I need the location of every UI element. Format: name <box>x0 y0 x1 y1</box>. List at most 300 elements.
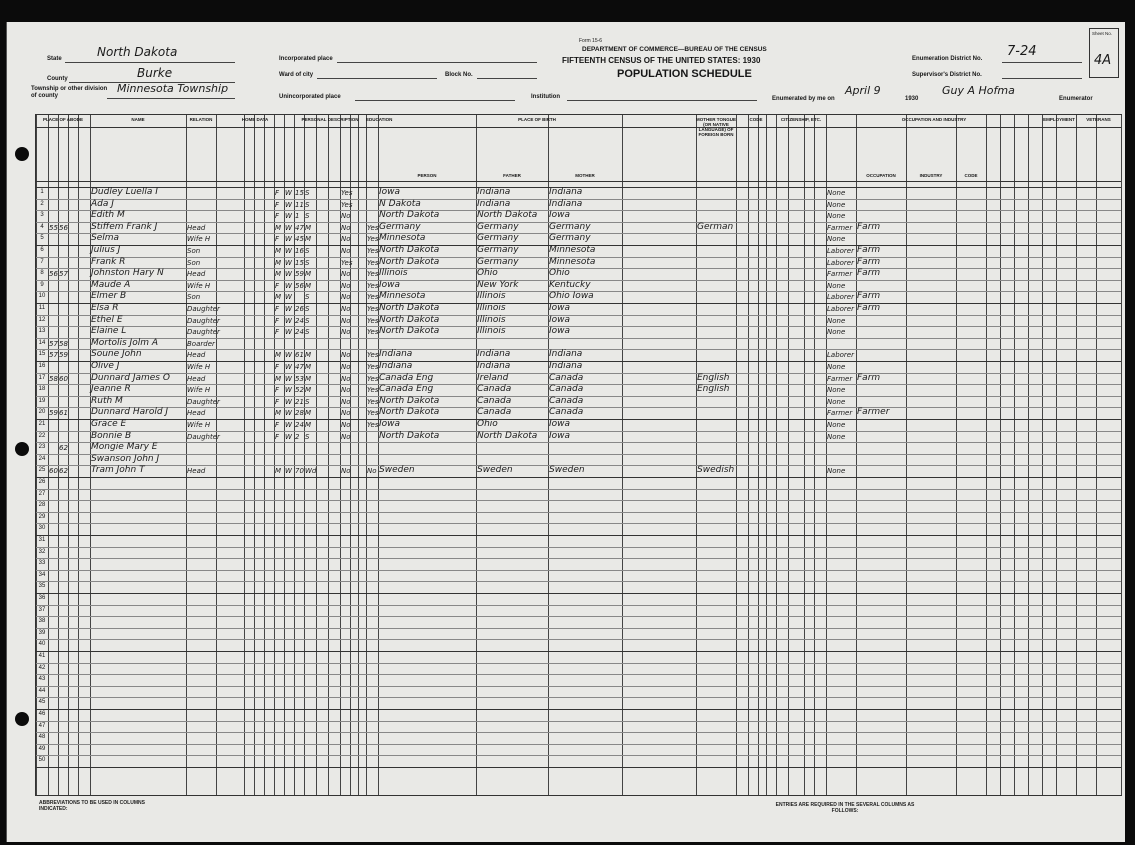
cell-read: Yes <box>367 247 379 255</box>
column-rule <box>788 115 789 795</box>
cell-sex: F <box>275 432 280 441</box>
cell-mother: Indiana <box>549 349 583 360</box>
cell-father: Canada <box>477 395 512 406</box>
row-number: 24 <box>38 455 46 462</box>
cell-mother: Iowa <box>549 314 571 325</box>
sheet-number-box: Sheet No. 4A <box>1089 28 1119 78</box>
cell-sex: F <box>275 386 280 395</box>
cell-school: No <box>341 270 351 279</box>
column-group-home: HOME DATA <box>241 117 269 122</box>
cell-rel: Daughter <box>187 316 220 325</box>
cell-read: Yes <box>367 409 379 418</box>
cell-rel: Wife H <box>187 363 211 371</box>
row-number: 28 <box>38 502 46 509</box>
cell-age: 24 <box>295 328 304 337</box>
cell-ms: S <box>305 189 310 197</box>
column-rule <box>358 115 359 795</box>
cell-rel: Daughter <box>187 397 220 406</box>
cell-rel: Son <box>187 293 201 302</box>
cell-race: W <box>285 200 292 209</box>
cell-father: Ireland <box>477 372 509 383</box>
cell-race: W <box>285 386 292 395</box>
cell-race: W <box>285 432 292 441</box>
subheader-person: PERSON <box>417 173 437 178</box>
cell-race: W <box>285 316 292 325</box>
column-rule <box>1056 115 1057 795</box>
cell-mother: Minnesota <box>549 256 596 267</box>
cell-read: Yes <box>367 270 379 279</box>
cell-age: 45 <box>295 235 304 244</box>
cell-birth: North Dakota <box>379 210 440 221</box>
row-rule <box>36 442 1121 443</box>
row-number: 25 <box>38 467 46 474</box>
cell-school: Yes <box>341 200 353 209</box>
township-label: Township or other division of county <box>31 86 108 99</box>
cell-sex: F <box>275 189 280 197</box>
column-rule <box>254 115 255 795</box>
county-value: Burke <box>137 66 173 80</box>
cell-mother: Kentucky <box>549 279 591 290</box>
cell-age: 53 <box>295 374 304 383</box>
row-rule <box>36 477 1121 478</box>
row-number: 15 <box>38 351 46 358</box>
column-group-name: NAME <box>131 117 145 122</box>
column-group-abode: PLACE OF ABODE <box>42 117 84 122</box>
subheader-mother: MOTHER <box>575 173 595 178</box>
cell-mother: Iowa <box>549 303 571 313</box>
column-rule <box>986 115 987 795</box>
row-number: 4 <box>40 223 44 230</box>
column-rule <box>316 115 317 795</box>
row-number: 27 <box>38 490 46 497</box>
row-number: 43 <box>38 676 46 683</box>
cell-ms: M <box>305 351 312 360</box>
subheader-code: CODE <box>964 173 978 178</box>
cell-birth: North Dakota <box>379 326 440 337</box>
cell-name: Tram John T <box>91 465 145 476</box>
column-group-tongue: MOTHER TONGUE (OR NATIVE LANGUAGE) OF FOREIGN BORN <box>696 117 736 137</box>
cell-sex: M <box>275 258 282 267</box>
cell-ms: M <box>305 409 312 418</box>
cell-birth: Germany <box>379 221 421 232</box>
row-rule <box>36 338 1121 339</box>
cell-race: W <box>285 363 292 371</box>
cell-read: Yes <box>367 421 379 429</box>
row-number: 16 <box>38 363 46 369</box>
row-number: 44 <box>38 687 46 694</box>
row-number: 1 <box>40 189 44 195</box>
cell-birth: N Dakota <box>379 198 421 209</box>
abbreviations-title: ABBREVIATIONS TO BE USED IN COLUMNS INDICATED: <box>39 800 145 812</box>
cell-ms: S <box>305 200 310 209</box>
column-rule <box>814 115 815 795</box>
cell-ind: Farmer <box>857 407 890 418</box>
row-rule <box>36 570 1121 571</box>
cell-school: No <box>341 223 351 232</box>
cell-occ: Farmer <box>827 223 853 232</box>
cell-school: No <box>341 363 351 371</box>
cell-fam: 60 <box>59 374 68 383</box>
cell-ind: Farm <box>857 303 881 313</box>
cell-dw: 58 <box>49 374 58 383</box>
enumerated-label: Enumerated by me on <box>772 96 835 102</box>
cell-name: Ethel E <box>91 314 123 325</box>
cell-tongue: English <box>697 384 730 395</box>
cell-occ: None <box>827 386 846 395</box>
cell-age: 47 <box>295 223 304 232</box>
cell-ms: S <box>305 432 310 441</box>
column-rule <box>748 115 749 795</box>
cell-ind: Farm <box>857 372 881 383</box>
row-number: 37 <box>38 606 46 613</box>
cell-race: W <box>285 351 292 360</box>
cell-sex: M <box>275 467 282 476</box>
cell-sex: M <box>275 247 282 255</box>
cell-school: No <box>341 421 351 429</box>
cell-race: W <box>285 397 292 406</box>
department-line: DEPARTMENT OF COMMERCE—BUREAU OF THE CENSUS <box>582 46 767 53</box>
cell-age: 70 <box>295 467 304 476</box>
cell-read: Yes <box>367 363 379 371</box>
enumerated-date: April 9 <box>845 84 881 97</box>
cell-occ: Laborer <box>827 293 854 302</box>
column-rule <box>856 115 857 795</box>
cell-mother: Indiana <box>549 187 583 197</box>
cell-age: 15 <box>295 189 304 197</box>
row-number: 42 <box>38 664 46 671</box>
cell-sex: M <box>275 409 282 418</box>
row-number: 31 <box>38 537 46 543</box>
cell-father: Illinois <box>477 291 506 302</box>
cell-school: No <box>341 305 351 313</box>
header-rule <box>36 127 1121 128</box>
column-rule <box>58 115 59 795</box>
cell-occ: Laborer <box>827 247 854 255</box>
column-rule <box>328 115 329 795</box>
column-group-rel: RELATION <box>189 117 213 122</box>
row-number: 17 <box>38 374 46 381</box>
row-rule <box>36 581 1121 582</box>
cell-name: Mongie Mary E <box>91 442 158 453</box>
cell-read: Yes <box>367 235 379 244</box>
cell-school: No <box>341 328 351 337</box>
column-rule <box>776 115 777 795</box>
cell-school: No <box>341 432 351 441</box>
column-rule <box>1121 115 1122 795</box>
cell-dw: 57 <box>49 339 58 348</box>
row-rule <box>36 628 1121 629</box>
column-rule <box>906 115 907 795</box>
column-rule <box>366 115 367 795</box>
cell-father: Germany <box>477 256 519 267</box>
column-rule <box>78 115 79 795</box>
cell-age: 21 <box>295 397 304 406</box>
cell-mother: Iowa <box>549 430 571 441</box>
column-rule <box>48 115 49 795</box>
cell-ms: S <box>305 293 310 302</box>
cell-birth: Sweden <box>379 465 415 476</box>
cell-rel: Wife H <box>187 386 211 395</box>
cell-name: Maude A <box>91 279 131 290</box>
cell-ind: Farm <box>857 256 881 267</box>
row-number: 20 <box>38 409 46 416</box>
cell-ms: M <box>305 421 312 429</box>
cell-fam: 56 <box>59 223 68 232</box>
cell-birth: North Dakota <box>379 395 440 406</box>
cell-birth: North Dakota <box>379 303 440 313</box>
cell-sex: F <box>275 397 280 406</box>
cell-read: Yes <box>367 281 379 290</box>
row-number: 48 <box>38 734 46 741</box>
column-rule <box>1000 115 1001 795</box>
cell-ind: Farm <box>857 221 881 232</box>
cell-school: Yes <box>341 189 353 197</box>
cell-birth: North Dakota <box>379 407 440 418</box>
cell-age: 26 <box>295 305 304 313</box>
row-number: 9 <box>40 281 44 288</box>
cell-occ: None <box>827 467 846 476</box>
row-number: 38 <box>38 618 46 625</box>
cell-father: Ohio <box>477 268 498 279</box>
cell-sex: M <box>275 270 282 279</box>
cell-race: W <box>285 328 292 337</box>
cell-rel: Head <box>187 467 206 476</box>
cell-occ: None <box>827 200 846 209</box>
row-number: 29 <box>38 513 46 520</box>
cell-birth: North Dakota <box>379 245 440 255</box>
cell-school: No <box>341 409 351 418</box>
enumeration-district-value: 7-24 <box>1007 44 1037 59</box>
cell-name: Dudley Luella I <box>91 187 158 197</box>
cell-age: 24 <box>295 421 304 429</box>
cell-occ: Farmer <box>827 374 853 383</box>
cell-ind: Farm <box>857 245 881 255</box>
column-group-birth: PLACE OF BIRTH <box>518 117 556 122</box>
ward-label: Ward of city <box>279 72 314 78</box>
cell-rel: Head <box>187 351 206 360</box>
cell-fam: 59 <box>59 351 68 360</box>
cell-race: W <box>285 374 292 383</box>
cell-birth: Indiana <box>379 349 413 360</box>
cell-mother: Ohio Iowa <box>549 291 594 302</box>
cell-tongue: English <box>697 372 730 383</box>
cell-tongue: Swedish <box>697 465 735 476</box>
cell-mother: Iowa <box>549 326 571 337</box>
cell-sex: F <box>275 316 280 325</box>
cell-school: No <box>341 247 351 255</box>
cell-race: W <box>285 270 292 279</box>
row-number: 10 <box>38 293 46 300</box>
cell-name: Jeanne R <box>91 384 131 395</box>
cell-father: Indiana <box>477 187 511 197</box>
cell-age: 28 <box>295 409 304 418</box>
cell-occ: None <box>827 316 846 325</box>
cell-rel: Daughter <box>187 432 220 441</box>
cell-father: Indiana <box>477 361 511 371</box>
cell-mother: Canada <box>549 384 584 395</box>
column-rule <box>804 115 805 795</box>
cell-name: Edith M <box>91 210 125 221</box>
row-rule <box>36 686 1121 687</box>
cell-father: Canada <box>477 407 512 418</box>
cell-race: W <box>285 281 292 290</box>
cell-occ: None <box>827 421 846 429</box>
cell-school: No <box>341 281 351 290</box>
row-rule <box>36 709 1121 710</box>
cell-school: No <box>341 467 351 476</box>
cell-age: 11 <box>295 200 304 209</box>
cell-dw: 60 <box>49 467 58 476</box>
row-rule <box>36 303 1121 304</box>
cell-school: No <box>341 397 351 406</box>
cell-age: 56 <box>295 281 304 290</box>
row-rule <box>36 639 1121 640</box>
row-number: 23 <box>38 444 46 451</box>
cell-ms: S <box>305 328 310 337</box>
cell-occ: Farmer <box>827 270 853 279</box>
cell-sex: F <box>275 212 280 221</box>
cell-rel: Head <box>187 223 206 232</box>
cell-ms: S <box>305 397 310 406</box>
cell-age: 61 <box>295 351 304 360</box>
row-rule <box>36 512 1121 513</box>
township-value: Minnesota Township <box>117 82 229 95</box>
cell-occ: None <box>827 281 846 290</box>
column-group-pers: PERSONAL DESCRIPTION <box>301 117 359 122</box>
row-number: 2 <box>40 200 44 207</box>
cell-birth: Iowa <box>379 187 401 197</box>
subheader-industry: INDUSTRY <box>919 173 943 178</box>
row-rule <box>36 558 1121 559</box>
column-group-code: CODE <box>749 117 763 122</box>
form-number: Form 15-6 <box>579 38 603 44</box>
cell-ms: M <box>305 281 312 290</box>
cell-mother: Indiana <box>549 361 583 371</box>
column-rule <box>956 115 957 795</box>
row-rule <box>36 651 1121 652</box>
column-rule <box>758 115 759 795</box>
cell-name: Johnston Hary N <box>91 268 164 279</box>
row-rule <box>36 616 1121 617</box>
cell-mother: Canada <box>549 407 584 418</box>
row-number: 49 <box>38 745 46 752</box>
cell-age: 52 <box>295 386 304 395</box>
cell-occ: None <box>827 363 846 371</box>
cell-age: 1 <box>295 212 300 221</box>
cell-rel: Head <box>187 270 206 279</box>
cell-dw: 56 <box>49 270 58 279</box>
row-rule <box>36 431 1121 432</box>
cell-birth: North Dakota <box>379 256 440 267</box>
cell-sex: F <box>275 421 280 429</box>
cell-occ: Laborer <box>827 305 854 313</box>
cell-birth: Canada Eng <box>379 372 434 383</box>
row-number: 26 <box>38 479 46 485</box>
row-rule <box>36 605 1121 606</box>
column-rule <box>1096 115 1097 795</box>
row-number: 35 <box>38 583 46 590</box>
cell-mother: Germany <box>549 233 591 244</box>
column-rule <box>736 115 737 795</box>
row-number: 41 <box>38 653 46 659</box>
enumerator-name: Guy A Hofma <box>942 84 1015 97</box>
cell-sex: F <box>275 363 280 371</box>
row-rule <box>36 744 1121 745</box>
cell-read: Yes <box>367 258 379 267</box>
row-rule <box>36 500 1121 501</box>
block-label: Block No. <box>445 72 473 78</box>
cell-father: Germany <box>477 245 519 255</box>
row-number: 5 <box>40 235 44 242</box>
cell-age: 24 <box>295 316 304 325</box>
cell-school: No <box>341 316 351 325</box>
cell-father: North Dakota <box>477 210 538 221</box>
cell-name: Selma <box>91 233 120 244</box>
cell-name: Soune John <box>91 349 142 360</box>
row-rule <box>36 547 1121 548</box>
row-rule <box>36 268 1121 269</box>
cell-father: Canada <box>477 384 512 395</box>
cell-race: W <box>285 258 292 267</box>
enumeration-district-label: Enumeration District No. <box>912 56 983 62</box>
column-rule <box>1028 115 1029 795</box>
cell-ind: Farm <box>857 291 881 302</box>
cell-fam: 62 <box>59 467 68 476</box>
row-number: 11 <box>38 305 46 311</box>
cell-race: W <box>285 409 292 418</box>
cell-ms: Wd <box>305 467 317 476</box>
cell-sex: M <box>275 293 282 302</box>
row-number: 46 <box>38 711 46 717</box>
cell-read: No <box>367 467 377 476</box>
cell-race: W <box>285 223 292 232</box>
cell-dw: 57 <box>49 351 58 360</box>
row-number: 7 <box>40 258 44 265</box>
row-number: 14 <box>38 339 46 346</box>
unincorporated-label: Unincorporated place <box>279 94 341 100</box>
column-group-emp: EMPLOYMENT <box>1043 117 1075 122</box>
cell-rel: Wife H <box>187 235 211 244</box>
county-label: County <box>47 76 68 82</box>
row-number: 6 <box>40 247 44 253</box>
cell-read: Yes <box>367 397 379 406</box>
cell-birth: North Dakota <box>379 314 440 325</box>
cell-occ: None <box>827 328 846 337</box>
cell-sex: F <box>275 328 280 337</box>
cell-school: No <box>341 235 351 244</box>
row-number: 22 <box>38 432 46 439</box>
cell-mother: Iowa <box>549 419 571 429</box>
cell-name: Bonnie B <box>91 430 132 441</box>
cell-fam: 58 <box>59 339 68 348</box>
cell-school: No <box>341 212 351 221</box>
cell-mother: Minnesota <box>549 245 596 255</box>
column-rule <box>766 115 767 795</box>
cell-sex: F <box>275 281 280 290</box>
cell-name: Mortolis Jolm A <box>91 337 159 348</box>
cell-mother: Indiana <box>549 198 583 209</box>
column-rule <box>216 115 217 795</box>
entries-required-title: ENTRIES ARE REQUIRED IN THE SEVERAL COLUMNS AS FOLLOWS: <box>775 802 915 814</box>
cell-race: W <box>285 212 292 221</box>
punch-hole-icon <box>15 712 29 726</box>
cell-name: Stiffem Frank J <box>91 221 158 232</box>
row-rule <box>36 767 1121 768</box>
cell-race: W <box>285 247 292 255</box>
cell-occ: None <box>827 235 846 244</box>
cell-fam: 62 <box>59 444 68 453</box>
cell-rel: Son <box>187 258 201 267</box>
